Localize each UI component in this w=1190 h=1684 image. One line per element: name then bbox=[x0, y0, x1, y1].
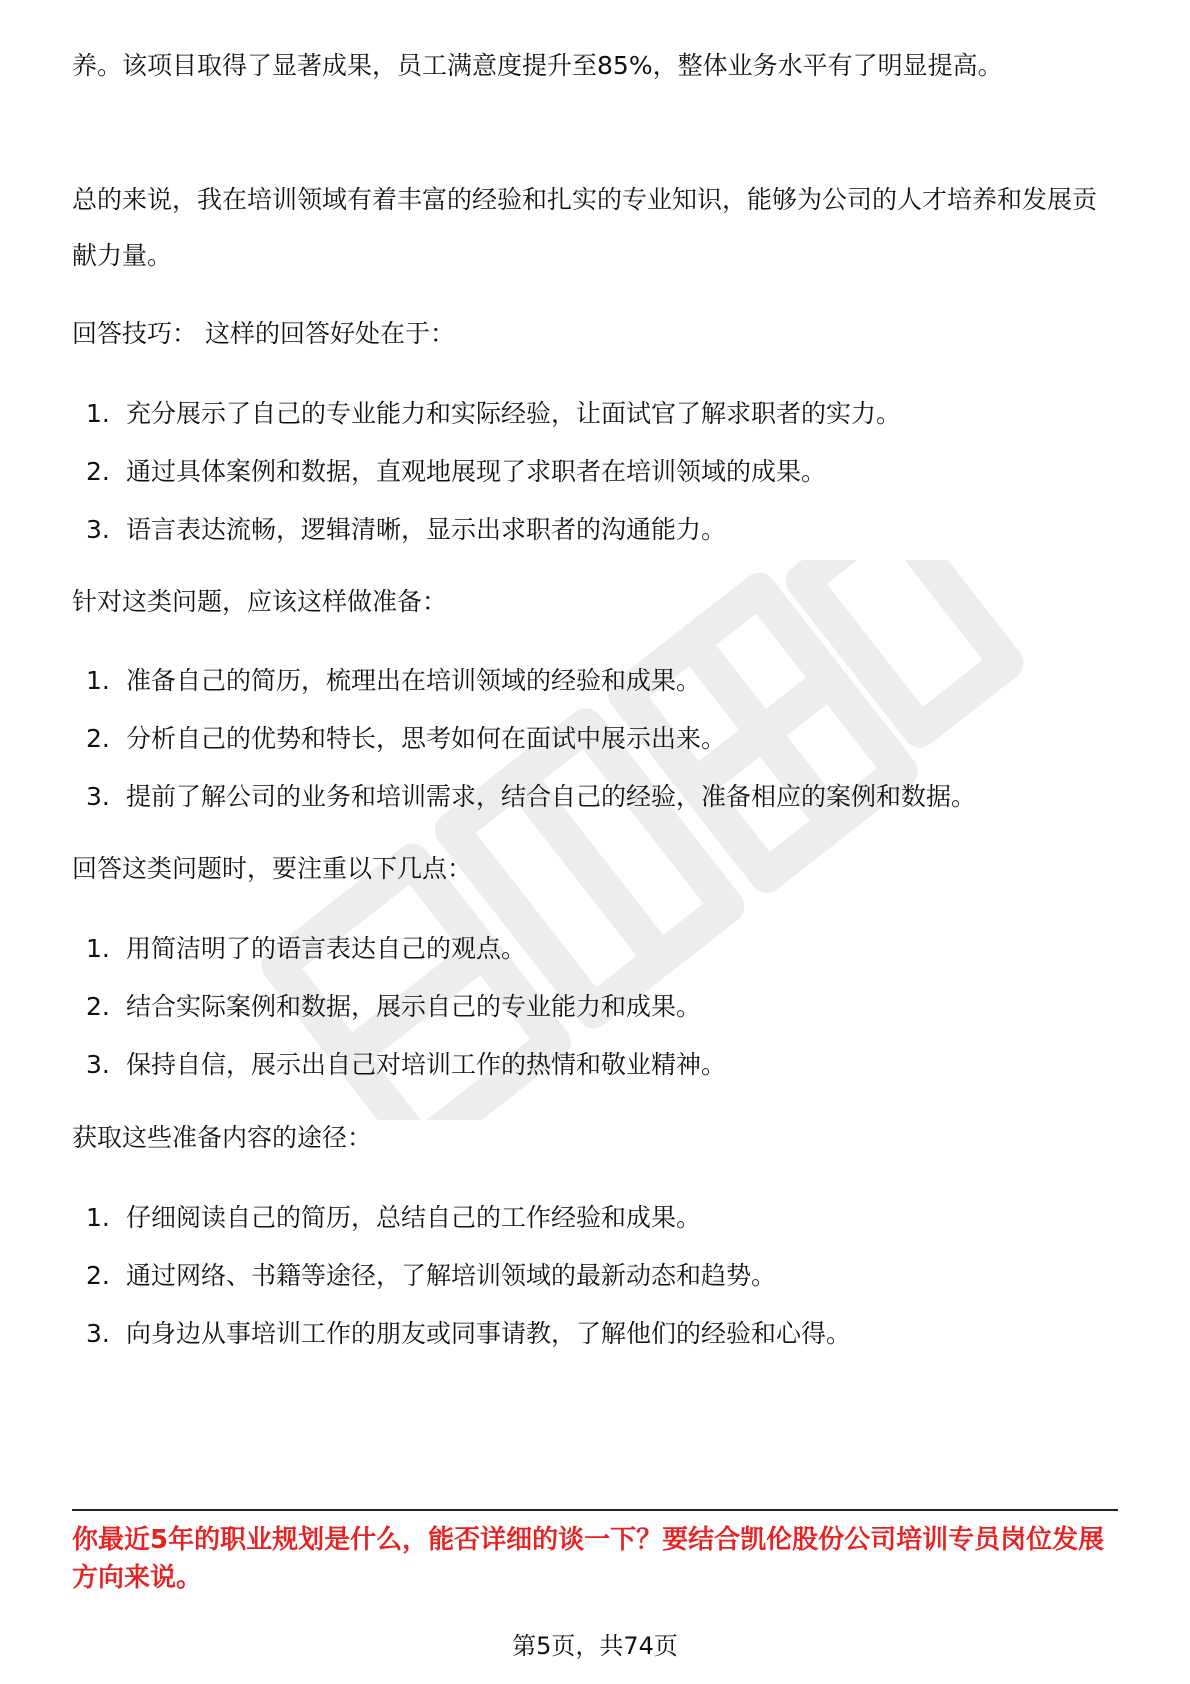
list-item: 1. 仔细阅读自己的简历，总结自己的工作经验和成果。 bbox=[86, 1203, 702, 1232]
list-item: 2. 结合实际案例和数据，展示自己的专业能力和成果。 bbox=[86, 992, 702, 1021]
list-item: 2. 分析自己的优势和特长，思考如何在面试中展示出来。 bbox=[86, 724, 727, 753]
prep-heading: 针对这类问题，应该这样做准备： bbox=[72, 587, 448, 616]
list-item: 3. 向身边从事培训工作的朋友或同事请教，了解他们的经验和心得。 bbox=[86, 1319, 852, 1348]
tips-heading: 回答技巧： 这样的回答好处在于： bbox=[72, 319, 455, 348]
tips-list bbox=[72, 385, 1118, 559]
section-divider bbox=[72, 1509, 1118, 1511]
list-item: 2. 通过具体案例和数据，直观地展现了求职者在培训领域的成果。 bbox=[86, 457, 827, 486]
paragraph-summary: 总的来说，我在培训领域有着丰富的经验和扎实的专业知识，能够为公司的人才培养和发展贡献力量。 bbox=[72, 185, 1098, 270]
list-item: 3. 保持自信，展示出自己对培训工作的热情和敬业精神。 bbox=[86, 1050, 727, 1079]
list-item: 1. 充分展示了自己的专业能力和实际经验，让面试官了解求职者的实力。 bbox=[86, 399, 902, 428]
focus-list bbox=[72, 920, 1118, 1094]
list-item: 3. 语言表达流畅，逻辑清晰，显示出求职者的沟通能力。 bbox=[86, 515, 727, 544]
list-item: 3. 提前了解公司的业务和培训需求，结合自己的经验，准备相应的案例和数据。 bbox=[86, 782, 977, 811]
source-list bbox=[72, 1189, 1118, 1363]
list-item: 1. 准备自己的简历，梳理出在培训领域的经验和成果。 bbox=[86, 666, 702, 695]
list-item: 1. 用简洁明了的语言表达自己的观点。 bbox=[86, 934, 527, 963]
page-number: 第5页，共74页 bbox=[512, 1632, 678, 1660]
source-heading: 获取这些准备内容的途径： bbox=[72, 1123, 373, 1152]
focus-heading: 回答这类问题时，要注重以下几点： bbox=[72, 854, 473, 883]
next-question-heading: 你最近5年的职业规划是什么，能否详细的谈一下？要结合凯伦股份公司培训专员岗位发展方向来说。 bbox=[72, 1525, 1105, 1593]
list-item: 2. 通过网络、书籍等途径，了解培训领域的最新动态和趋势。 bbox=[86, 1261, 777, 1290]
prep-list bbox=[72, 652, 1118, 826]
paragraph-continued: 养。该项目取得了显著成果，员工满意度提升至85%，整体业务水平有了明显提高。 bbox=[72, 51, 1003, 80]
